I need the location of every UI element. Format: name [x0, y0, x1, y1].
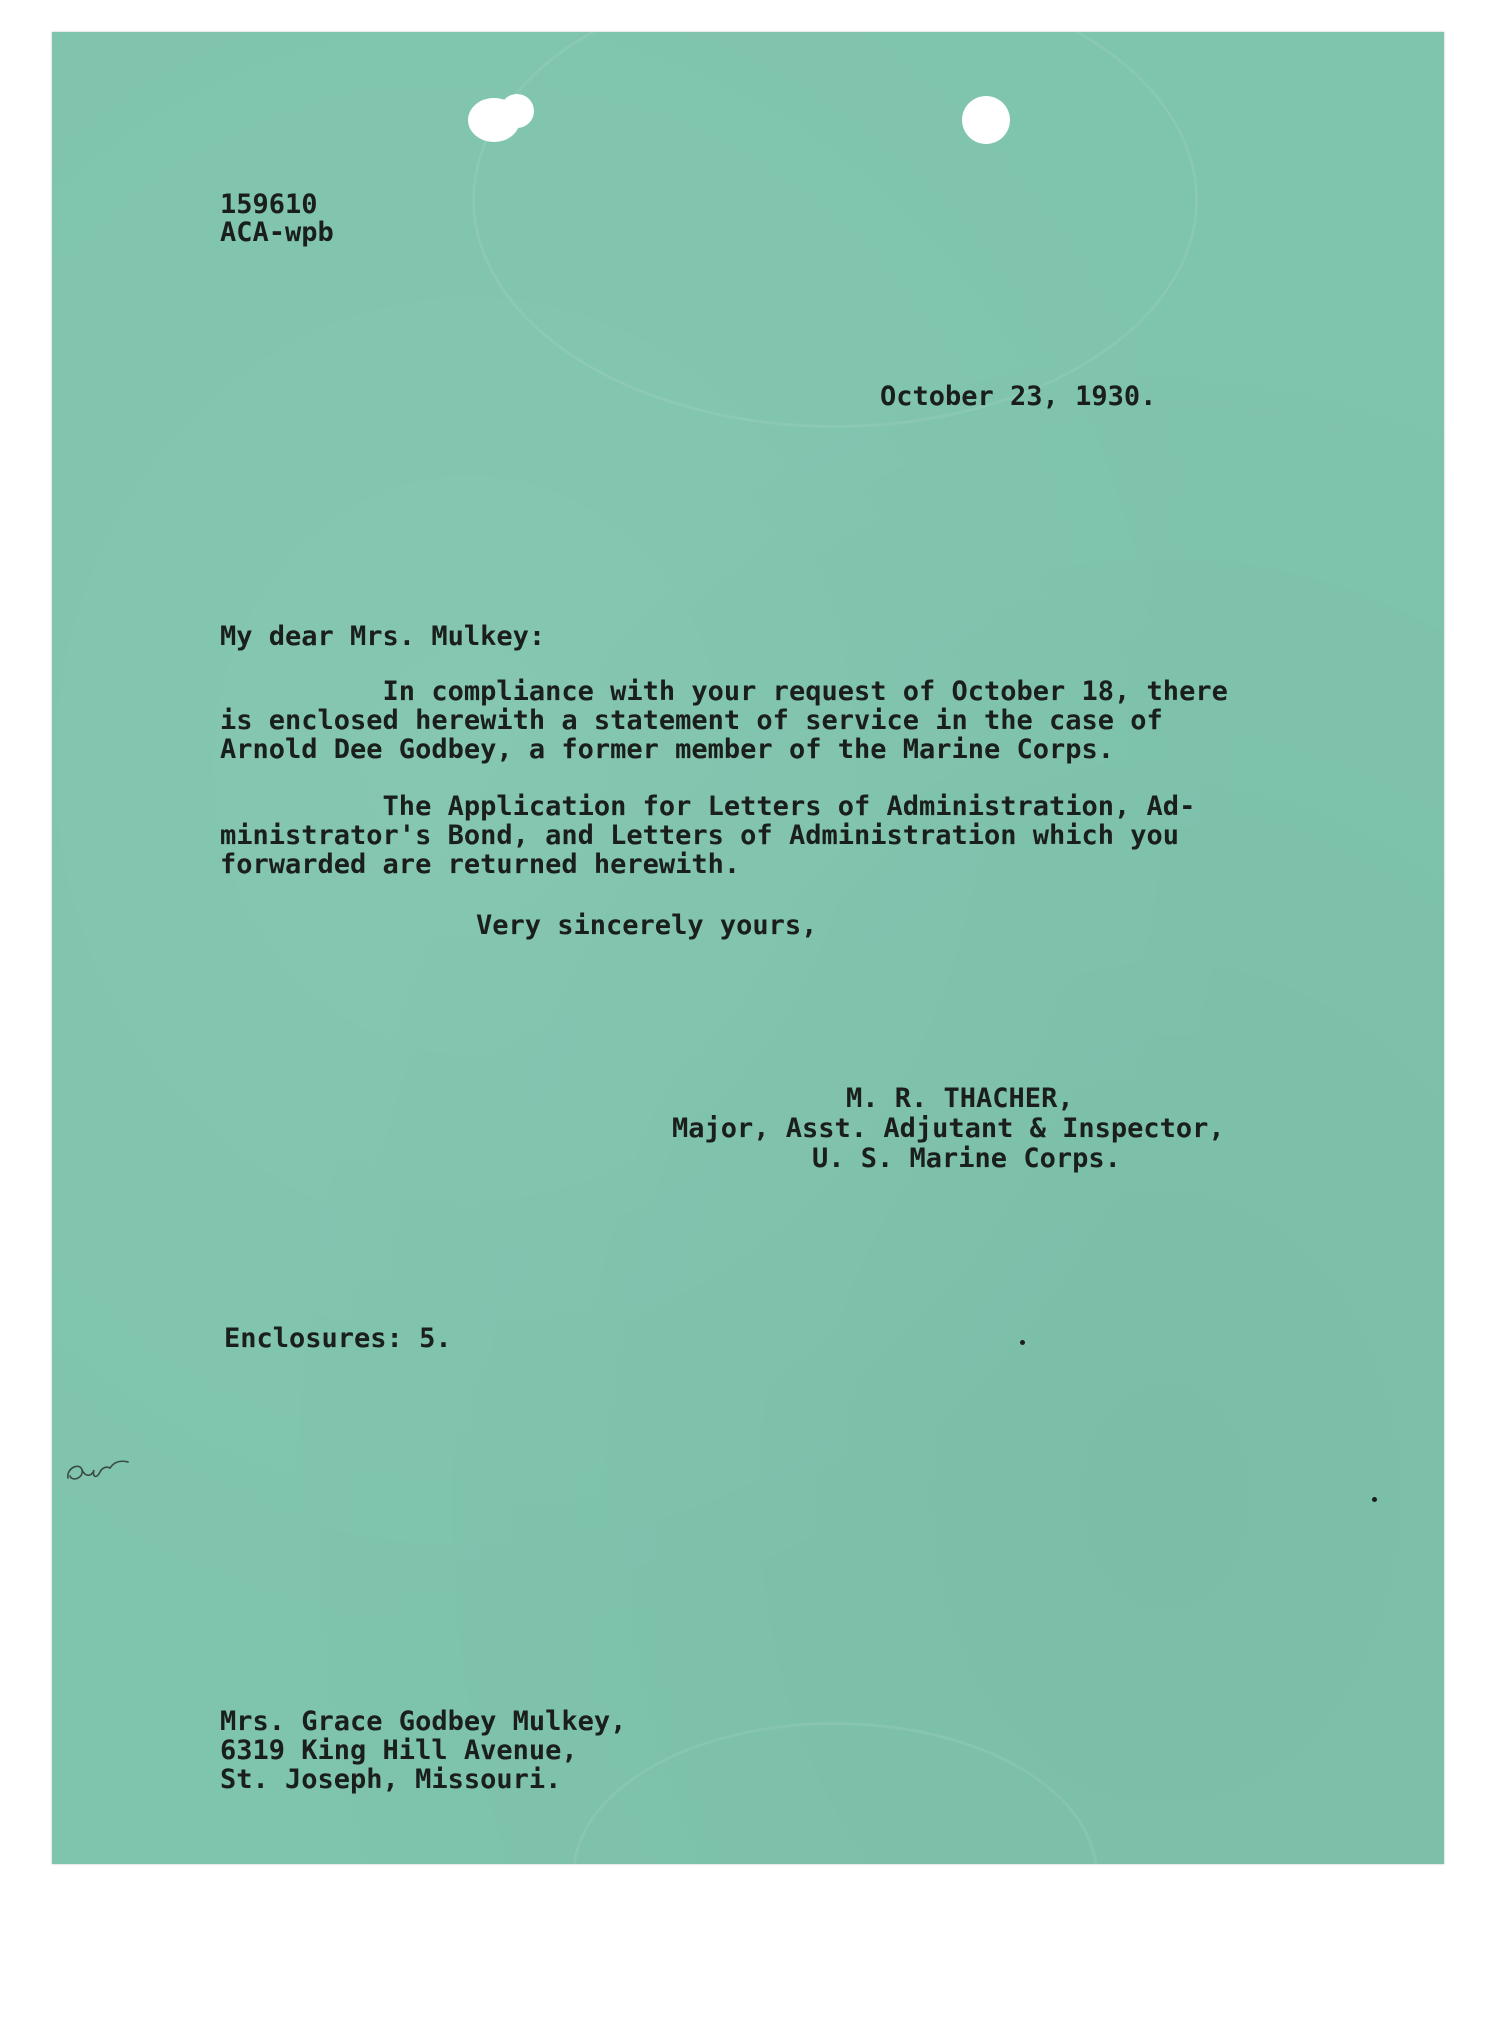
seal-watermark-top	[472, 0, 1198, 428]
address-line1: Mrs. Grace Godbey Mulkey,	[220, 1706, 627, 1737]
reference-code: ACA-wpb	[220, 217, 334, 248]
seal-watermark-bottom	[572, 1722, 1098, 2028]
stray-ink-dot	[1020, 1340, 1025, 1345]
salutation: My dear Mrs. Mulkey:	[220, 621, 546, 652]
address-line2: 6319 King Hill Avenue,	[220, 1735, 578, 1766]
stray-ink-dot	[1372, 1497, 1377, 1502]
paragraph1-line2: is enclosed herewith a statement of service in the case of	[220, 705, 1163, 736]
punch-hole-right	[962, 96, 1010, 144]
paragraph2-line1: The Application for Letters of Administration, Ad-	[220, 791, 1196, 822]
letter-sheet	[52, 32, 1444, 1864]
address-line3: St. Joseph, Missouri.	[220, 1764, 562, 1795]
signature-name: M. R. THACHER,	[846, 1083, 1074, 1114]
file-number: 159610	[220, 189, 318, 220]
closing: Very sincerely yours,	[476, 910, 818, 941]
paragraph1-line1: In compliance with your request of October 18, there	[220, 676, 1228, 707]
letter-date: October 23, 1930.	[880, 381, 1157, 412]
paragraph2-line3: forwarded are returned herewith.	[220, 849, 741, 880]
signature-organization: U. S. Marine Corps.	[812, 1143, 1121, 1174]
paragraph2-line2: ministrator's Bond, and Letters of Administration which you	[220, 820, 1180, 851]
punch-hole-left-notch	[500, 94, 534, 128]
paragraph1-line3: Arnold Dee Godbey, a former member of the Marine Corps.	[220, 734, 1115, 765]
handwritten-initials-mark	[62, 1448, 132, 1488]
enclosures-line: Enclosures: 5.	[224, 1323, 452, 1354]
signature-title: Major, Asst. Adjutant & Inspector,	[672, 1113, 1225, 1144]
